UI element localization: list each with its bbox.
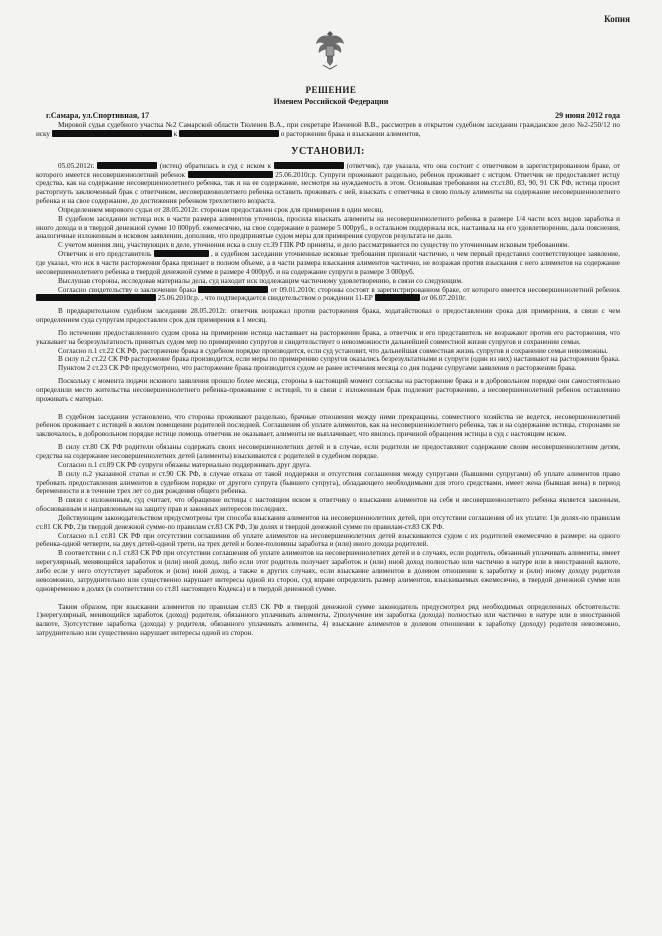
paragraph: В соответствии с п.1 ст.83 СК РФ при отсутствии соглашения об уплате алиментов на несовершеннолетних детей и в случаях, если родитель, обязанный уплачивать алименты, имеет нерегулярный, меняющийся заработок и (или) иной доход, либо если этот родитель получает заработок и (или) иной доход полностью или частично в натуре или в иностранной валюте, либо если у него отсутствует заработок и (или) иной доход, а также в других случаях, если взыскание алиментов в долевом отношении к заработку и (или) иному доходу родителя невозможно, затруднительно или существенно нарушает интересы одной из сторон, суд вправе определить размер алиментов, взыскиваемых ежемесячно, в твердой денежной сумме или одновременно в долях (в соответствии со ст.81 настоящего Кодекса) и в твердой денежной сумме.	[36, 549, 620, 593]
russian-coat-of-arms-icon	[313, 28, 347, 72]
document-subtitle: Именем Российской Федерации	[273, 97, 389, 106]
redaction	[274, 162, 344, 169]
decision-date: 29 июня 2012 года	[555, 111, 620, 120]
redaction	[154, 250, 209, 257]
redaction	[36, 294, 156, 301]
document-body	[36, 121, 620, 638]
redaction	[375, 294, 420, 301]
paragraph: Пунктом 2 ст.23 СК РФ предусмотрено, что расторжение брака производится судом не ранее истечения месяца со дня подачи супругами заявления о расторжении брака.	[58, 364, 577, 373]
paragraph: Ответчик и его представитель , в судебном заседании уточненные исковые требования признали частично, о чем первый представил соответствующее заявление, где указал, что иск в части расторжения брака признает в полном объеме, а в части размера взыскания алиментов частично, не возражая против взыскания с него алиментов на содержание несовершеннолетнего ребенка в твердой денежной сумме в размере 4 000руб. и на содержание супруги в размере 3 000руб.	[36, 250, 621, 276]
paragraph: Согласно п.1 ст.89 СК РФ супруги обязаны материально поддерживать друг друга.	[58, 460, 312, 469]
redaction	[97, 162, 157, 169]
document-title: РЕШЕНИЕ	[305, 85, 357, 95]
paragraph: В предварительном судебном заседании 28.05.2012г. ответчик возражал против расторжения брака, ходатайствовал о предоставлении срока для примирения, в связи с чем определением суда супругам предоставлен срок для примирения в 1 месяц.	[36, 307, 620, 325]
paragraph: Таким образом, при взыскании алиментов по правилам ст.83 СК РФ в твердой денежной сумме законодатель предусмотрел ряд необходимых определенных обстоятельств: 1)нерегулярный, меняющийся заработок (доход) родителя, обязанного уплачивать алименты, 2)получение им заработка (дохода) полностью или частично в натуре или в иностранной валюте, 3)отсутствие заработка (дохода) у родителя, обязанного уплачивать алименты, 4) взыскание алиментов в долевом отношении к заработку (доходу) родителя невозможно, затруднительно или существенно нарушает интересы одной из сторон.	[36, 602, 620, 638]
redaction	[179, 130, 279, 137]
redaction	[188, 171, 273, 178]
paragraph: Поскольку с момента подачи искового заявления прошло более месяца, стороны в настоящий момент согласны на расторжение брака и в добровольном порядке они самостоятельно определили место жительства несовершеннолетнего ребенка-проживание с истицей, то в связи с изложенным брак подлежит расторжению, а несовершеннолетний ребенок оставлению проживать с матерью.	[36, 377, 620, 403]
paragraph: По истечении предоставленного судом срока на примирение истица настаивает на расторжении брака, а ответчик и его представитель не возражают против его расторжения, что указывает на безрезультатность принятых судом мер по примирению супругов и свидетельствует о невозможности дальнейшей совместной жизни супругов и сохранении семьи.	[36, 328, 620, 346]
paragraph: 05.05.2012г. (истец) обратилась в суд с иском к (ответчик), где указала, что она состоит с ответчиком в зарегистрированном браке, от которого имеется несовершеннолетний ребенок 25.06.2010г.р. Супруги проживают раздельно, ребенок проживает с истцом. Ответчик не предоставляет истцу средства, как на содержание несовершеннолетнего ребенка, так и на ее содержание, несмотря на нуждаемость в этом. Основывая требования на ст.ст.80, 83, 90, 91 СК РФ, истица просит расторгнуть заключенный брак с ответчиком, несовершеннолетнего ребенка оставить проживать с ней, взыскать с ответчика в свою пользу алименты на содержание несовершеннолетнего ребенка и на свое содержание, до достижения ребенком трехлетнего возраста.	[36, 161, 621, 206]
section-heading: УСТАНОВИЛ:	[291, 145, 365, 157]
paragraph: В силу п.2 указанной статьи и ст.90 СК РФ, в случае отказа от такой поддержки и отсутствия соглашения между супругами (бывшими супругами) об уплате алиментов право требовать предоставления алиментов в судебном порядке от другого супруга (бывшего супруга), обладающего необходимыми для этого средствами, имеет жена (бывшая жена) в период беременности и в течение трех лет со дня рождения общего ребенка.	[36, 469, 620, 496]
intro-paragraph: Мировой судья судебного участка №2 Самарской области Тюленев В.А., при секретаре Изеневой В.В., рассмотрев в открытом судебном заседании гражданское дело №2-250/12 по иску к о расторжении брака и взыскании алиментов,	[36, 121, 620, 138]
paragraph: Согласно п.1 ст.81 СК РФ при отсутствии соглашения об уплате алиментов на несовершеннолетних детей взыскиваются судом с их родителей ежемесячно в размере: на одного ребенка-одной четверти, на двух детей-одной трети, на трех детей и более-половины заработка и (или) иного дохода родителей.	[36, 531, 620, 549]
paragraph: В силу ст.80 СК РФ родители обязаны содержать своих несовершеннолетних детей и в случае, если родители не предоставляют содержание своим несовершеннолетним детям, средства на содержание несовершеннолетних детей (алименты) взыскиваются с родителей в судебном порядке.	[36, 443, 620, 460]
court-address: г.Самара, ул.Спортивная, 17	[46, 111, 150, 120]
paragraph: Действующим законодательством предусмотрены три способа взыскания алиментов на несовершеннолетних детей, при отсутствии соглашения об их уплате: 1)в долях-по правилам ст.81 СК РФ, 2)в твердой денежной сумме-по правилам ст.83 СК РФ, 3)в долях и твердой денежной сумме по правилам-ст.83 СК РФ.	[36, 513, 620, 531]
paragraph: Согласно п.1 ст.22 СК РФ, расторжение брака в судебном порядке производится, если суд установит, что дальнейшая совместная жизнь супругов и сохранение семьи невозможны.	[58, 346, 608, 355]
paragraph: В связи с изложенным, суд считает, что обращение истицы с настоящим иском к ответчику о взыскании алиментов на себя и несовершеннолетнего ребенка является законным, обоснованным и направленным на защиту прав и законных интересов последних.	[36, 496, 620, 514]
paragraph: В силу п.2 ст.22 СК РФ расторжение брака производится, если меры по примирению супругов оказались безрезультатными и супруги (один из них) настаивают на расторжении брака.	[58, 355, 620, 364]
paragraph: В судебном заседании истица иск в части размера алиментов уточнила, просила взыскать алименты на несовершеннолетнего ребенка в размере 1/4 части всех видов заработка и иного дохода и в твердой денежной сумме 10 000руб. ежемесячно, на свое содержание в размере 5 000руб., в остальном поддержала иск, настаивала на его удовлетворении, дала пояснения, аналогичные изложенным в исковом заявлении, дополнив, что предпринятые судом меры для примирения супругов результата не дали.	[36, 214, 620, 241]
paragraph: Выслушав стороны, исследовав материалы дела, суд находит иск подлежащим частичному удовлетворению, в связи со следующим.	[58, 276, 463, 285]
paragraph: Определением мирового судьи от 28.05.2012г. сторонам предоставлен срок для примирения в один месяц.	[58, 205, 384, 214]
paragraph: Согласно свидетельству о заключении брака от 09.01.2010г. стороны состоят в зарегистрированном браке, от которого имеется несовершеннолетний ребенок 25.06.2010г.р. , что подтверждается свидетельством о рождении 11-ЕР от 06.07.2010г.	[36, 286, 620, 304]
redaction	[52, 130, 172, 137]
redaction	[198, 286, 268, 293]
copy-mark: Копия	[604, 14, 630, 24]
paragraph: В судебном заседании установлено, что стороны проживают раздельно, брачные отношения между ними прекращены, совместного хозяйства не ведется, несовершеннолетний ребенок проживает с истицей в жилом помещении родителей последней. Соглашения об уплате алиментов, как на несовершеннолетнего ребенка, так и на содержание истицы, сторонами не заключалось, в добровольном порядке истице помощь ответчик не оказывает, алименты не выплачивает, что явилось причиной обращения истицы в суд с настоящим иском.	[36, 412, 620, 439]
paragraph: С учетом мнения лиц, участвующих в деле, уточнения иска в силу ст.39 ГПК РФ приняты, и дело рассматривается по существу по уточненным исковым требованиям.	[58, 241, 570, 250]
